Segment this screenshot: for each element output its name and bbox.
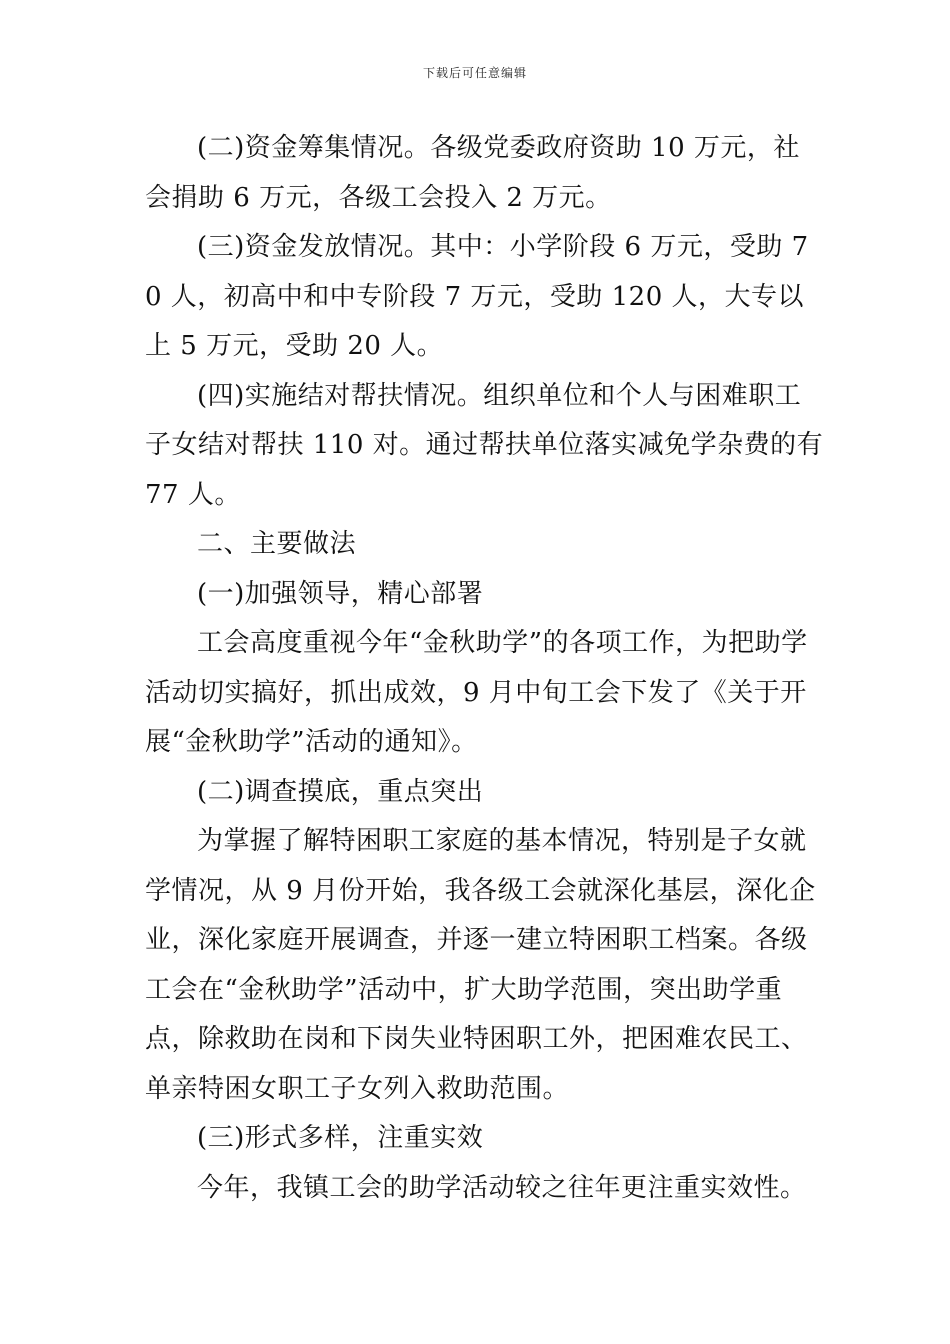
paragraph-leadership: 工会高度重视今年“金秋助学”的各项工作，为把助学活动切实搞好，抓出成效，9 月中旬工会下发了《关于开展“金秋助学”活动的通知》。 (145, 628, 808, 757)
document-body (145, 124, 825, 1213)
paragraph-effectiveness: 今年，我镇工会的助学活动较之往年更注重实效性。 (197, 1172, 807, 1203)
paragraph-pairing-assistance: (四)实施结对帮扶情况。组织单位和个人与困难职工子女结对帮扶 110 对。通过帮扶单位落实减免学杂费的有 77 人。 (145, 380, 824, 510)
paragraph-investigation: 为掌握了解特困职工家庭的基本情况，特别是子女就学情况，从 9 月份开始，我各级工会就深化基层，深化企业，深化家庭开展调查，并逐一建立特困职工档案。各级工会在“金秋助学”活动中，扩大助学范围，突出助学重点，除救助在岗和下岗失业特困职工外，把困难农民工、单亲特困女职工子女列入救助范围。 (145, 826, 816, 1104)
section-heading-main-practices: 二、主要做法 (197, 529, 357, 559)
header-note: 下载后可任意编辑 (422, 66, 527, 80)
paragraph-funding-raised: (二)资金筹集情况。各级党委政府资助 10 万元，社会捐助 6 万元，各级工会投入 2 万元。 (145, 133, 800, 213)
subheading-leadership: (一)加强领导，精心部署 (197, 578, 484, 609)
subheading-investigation: (二)调查摸底，重点突出 (197, 776, 484, 807)
paragraph-funding-distribution: (三)资金发放情况。其中：小学阶段 6 万元，受助 70 人，初高中和中专阶段 7 万元，受助 120 人，大专以上 5 万元，受助 20 人。 (145, 232, 809, 361)
subheading-diverse-forms: (三)形式多样，注重实效 (197, 1123, 484, 1153)
